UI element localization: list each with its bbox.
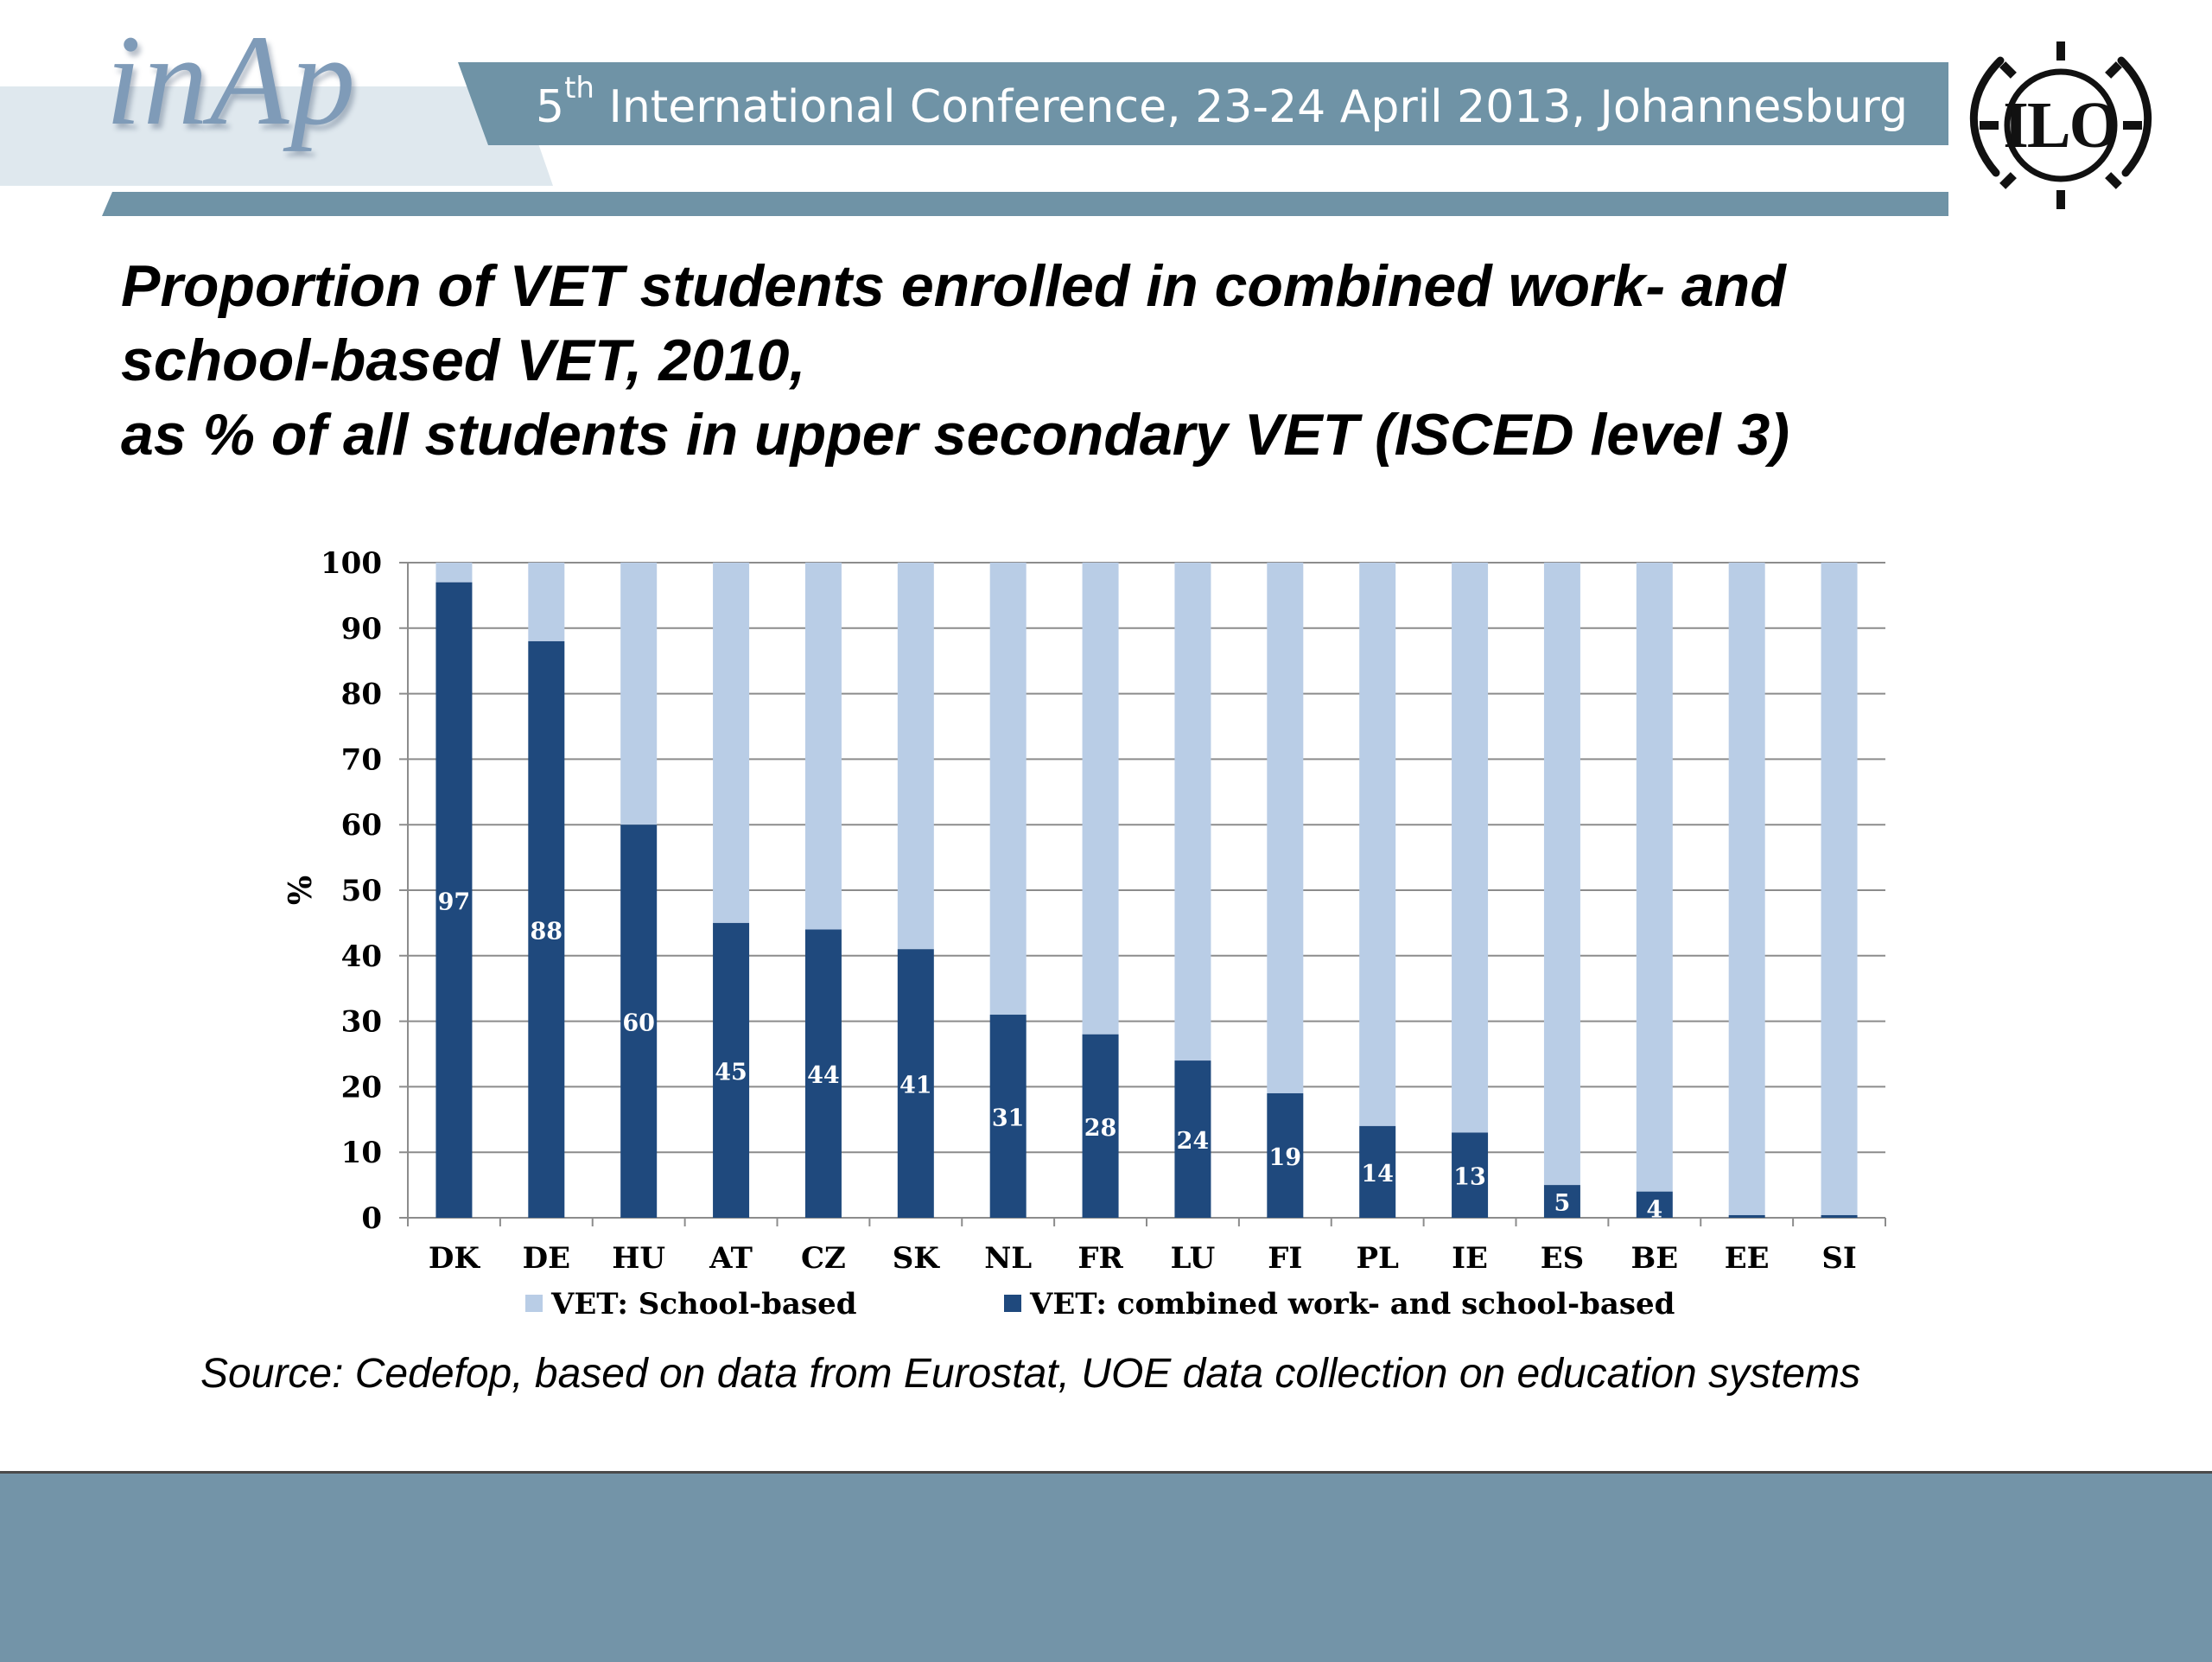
data-label-es: 5 [1554, 1190, 1571, 1218]
bar-school-based-fr [1083, 563, 1119, 1035]
y-tick-label: 0 [361, 1201, 382, 1236]
x-tick-label: SI [1821, 1241, 1857, 1276]
data-label-cz: 44 [807, 1062, 840, 1090]
y-tick-label: 90 [340, 611, 382, 646]
data-label-lu: 24 [1176, 1128, 1210, 1156]
legend-swatch [525, 1295, 543, 1312]
bar-combined-ee [1729, 1215, 1765, 1218]
data-label-be: 4 [1646, 1196, 1663, 1224]
x-tick-label: AT [709, 1241, 753, 1276]
bar-school-based-de [528, 563, 564, 641]
bar-school-based-sk [898, 563, 934, 949]
x-tick-label: FR [1077, 1241, 1123, 1276]
legend-swatch [1004, 1295, 1021, 1312]
conference-text: International Conference, 23-24 April 2013, Johannesburg [608, 81, 1908, 133]
y-tick-label: 70 [340, 742, 382, 778]
ilo-logo [1948, 35, 2173, 216]
data-label-at: 45 [715, 1059, 747, 1086]
x-tick-label: IE [1452, 1241, 1488, 1276]
y-tick-label: 100 [321, 546, 382, 581]
x-tick-label: LU [1170, 1241, 1216, 1276]
x-tick-label: FI [1268, 1241, 1303, 1276]
footer-band [0, 1471, 2212, 1662]
data-label-ie: 13 [1453, 1163, 1486, 1191]
bar-school-based-ee [1729, 563, 1765, 1215]
bar-school-based-lu [1174, 563, 1211, 1060]
title-line-3: as % of all students in upper secondary VET (ISCED level 3) [121, 402, 1789, 468]
y-tick-label: 80 [340, 677, 382, 712]
source-note: Source: Cedefop, based on data from Eurostat, UOE data collection on education systems [200, 1351, 1861, 1397]
bar-school-based-pl [1359, 563, 1395, 1126]
conference-ordinal: 5 [536, 81, 565, 133]
bar-school-based-ie [1452, 563, 1488, 1132]
slide-title [121, 249, 2108, 472]
inap-logo: inAp [105, 9, 358, 152]
data-label-nl: 31 [991, 1105, 1025, 1132]
x-tick-label: ES [1540, 1241, 1585, 1276]
x-tick-label: NL [984, 1241, 1033, 1276]
title-line-1: Proportion of VET students enrolled in combined work- and [121, 253, 1786, 319]
bar-school-based-at [713, 563, 749, 923]
x-tick-label: EE [1724, 1241, 1770, 1276]
bar-school-based-fi [1267, 563, 1303, 1093]
x-tick-label: DK [428, 1241, 480, 1276]
x-tick-label: DE [522, 1241, 571, 1276]
x-tick-label: CZ [800, 1241, 846, 1276]
bar-school-based-es [1544, 563, 1580, 1185]
data-label-fr: 28 [1084, 1114, 1117, 1142]
header-banner [0, 0, 2212, 225]
x-tick-label: SK [892, 1241, 939, 1276]
y-tick-label: 60 [340, 808, 382, 844]
y-tick-label: 40 [340, 939, 382, 974]
title-line-2: school-based VET, 2010, [121, 328, 806, 393]
conference-title [536, 71, 1908, 134]
conference-ordinal-suffix: th [564, 71, 594, 105]
ilo-logo-text: ILO [2003, 88, 2119, 162]
y-tick-label: 10 [340, 1136, 382, 1171]
data-label-hu: 60 [622, 1009, 655, 1037]
data-label-pl: 14 [1361, 1160, 1394, 1188]
y-tick-label: 50 [340, 874, 382, 908]
bar-school-based-hu [620, 563, 657, 825]
bar-school-based-be [1637, 563, 1673, 1192]
bar-combined-si [1821, 1215, 1858, 1218]
y-tick-label: 30 [340, 1004, 382, 1040]
data-label-sk: 41 [899, 1072, 932, 1099]
y-axis-title: % [283, 875, 319, 906]
stacked-bar-chart [0, 519, 2212, 1348]
bar-school-based-cz [805, 563, 842, 929]
data-label-fi: 19 [1268, 1143, 1302, 1171]
bar-school-based-nl [990, 563, 1027, 1015]
bar-school-based-si [1821, 563, 1858, 1215]
data-label-de: 88 [530, 918, 563, 946]
data-label-dk: 97 [437, 888, 471, 916]
x-tick-label: HU [612, 1241, 666, 1276]
bar-school-based-dk [435, 563, 472, 583]
x-tick-label: BE [1630, 1241, 1679, 1276]
x-tick-label: PL [1356, 1241, 1399, 1276]
y-tick-label: 20 [340, 1070, 382, 1105]
legend-label: VET: School-based [551, 1287, 857, 1321]
legend-label: VET: combined work- and school-based [1030, 1287, 1675, 1321]
